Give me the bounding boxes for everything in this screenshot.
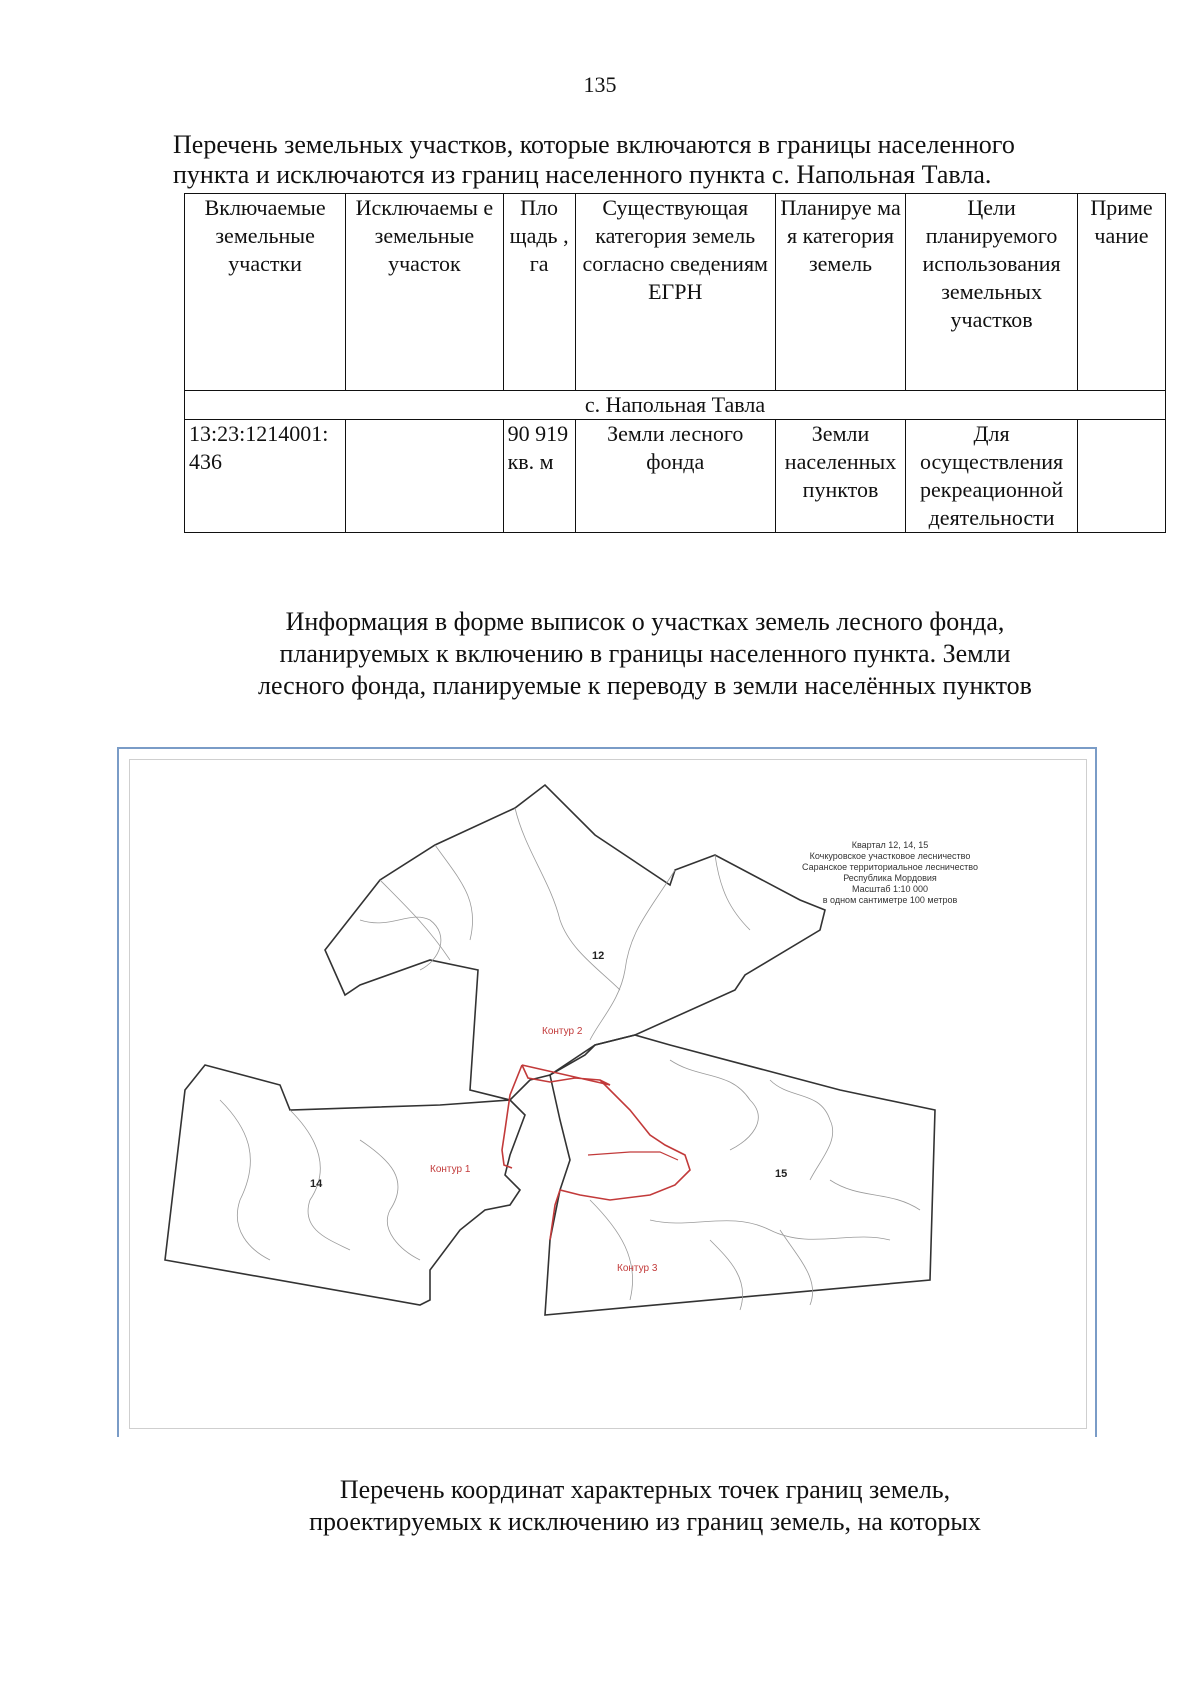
contour-1-label: Контур 1 [430,1164,471,1175]
legend-district: Кочкуровское участковое лесничество [809,851,971,861]
legend-quarters: Квартал 12, 14, 15 [851,840,929,850]
contour-1-line [502,1065,522,1168]
contour-2-line [522,1065,610,1085]
header-planned-category: Планируе ма я категория земель [775,194,905,391]
quarter-14-label: 14 [310,1178,323,1190]
cell-current-category: Земли лесного фонда [575,420,775,533]
cell-included: 13:23:1214001: 436 [185,420,346,533]
legend-territorial: Саранское территориальное лесничество [802,862,978,872]
legend-republic: Республика Мордовия [843,873,937,883]
legend-scale-note: в одном сантиметре 100 метров [822,895,958,905]
info-heading-line-2: планируемых к включению в границы населенного пункта. Земли [279,639,1011,668]
legend-scale: Масштаб 1:10 000 [851,884,929,894]
cell-purpose: Для осуществления рекреационной деятельности [906,420,1078,533]
header-excluded: Исключаемы е земельные участок [346,194,503,391]
coordinates-heading [200,1474,1090,1538]
coordinates-heading-line-1: Перечень координат характерных точек границ земель, [339,1475,951,1504]
table-header-row [185,194,1166,391]
header-included: Включаемые земельные участки [185,194,346,391]
quarter-12-boundary [325,785,825,1100]
cell-area: 90 919 кв. м [503,420,575,533]
header-current-category: Существующая категория земель согласно сведениям ЕГРН [575,194,775,391]
quarter-15-label: 15 [775,1168,788,1180]
section-title: с. Напольная Тавла [185,391,1166,420]
contour-3-label: Контур 3 [617,1263,658,1274]
info-heading-line-3: лесного фонда, планируемые к переводу в земли населённых пунктов [258,671,1032,700]
forest-map [129,759,1087,1429]
page-number: 135 [583,72,617,97]
contour-3-line [550,1080,690,1240]
cell-planned-category: Земли населенных пунктов [775,420,905,533]
header-note: Приме чание [1077,194,1165,391]
map-legend [770,840,1010,906]
header-purpose: Цели планируемого использования земельных участков [906,194,1078,391]
cell-note [1077,420,1165,533]
land-plots-table [184,193,1166,533]
contour-2-label: Контур 2 [542,1026,583,1037]
info-heading [200,606,1090,702]
table-section-row [185,391,1166,420]
table-heading-line-1: Перечень земельных участков, которые включаются в границы населенного [173,130,1015,159]
table-heading [173,130,1123,190]
quarter-14-boundary [165,1065,525,1305]
contour-3-inner [588,1152,678,1160]
forest-map-frame [117,747,1097,1437]
quarter-15-boundary [545,1035,935,1315]
table-heading-line-2: пункта и исключаются из границ населенного пункта с. Напольная Тавла. [173,160,992,189]
coordinates-heading-line-2: проектируемых к исключению из границ земель, на которых [309,1507,981,1536]
info-heading-line-1: Информация в форме выписок о участках земель лесного фонда, [285,607,1005,636]
header-area: Пло щадь , га [503,194,575,391]
cell-excluded [346,420,503,533]
quarter-12-label: 12 [592,950,605,962]
table-row [185,420,1166,533]
